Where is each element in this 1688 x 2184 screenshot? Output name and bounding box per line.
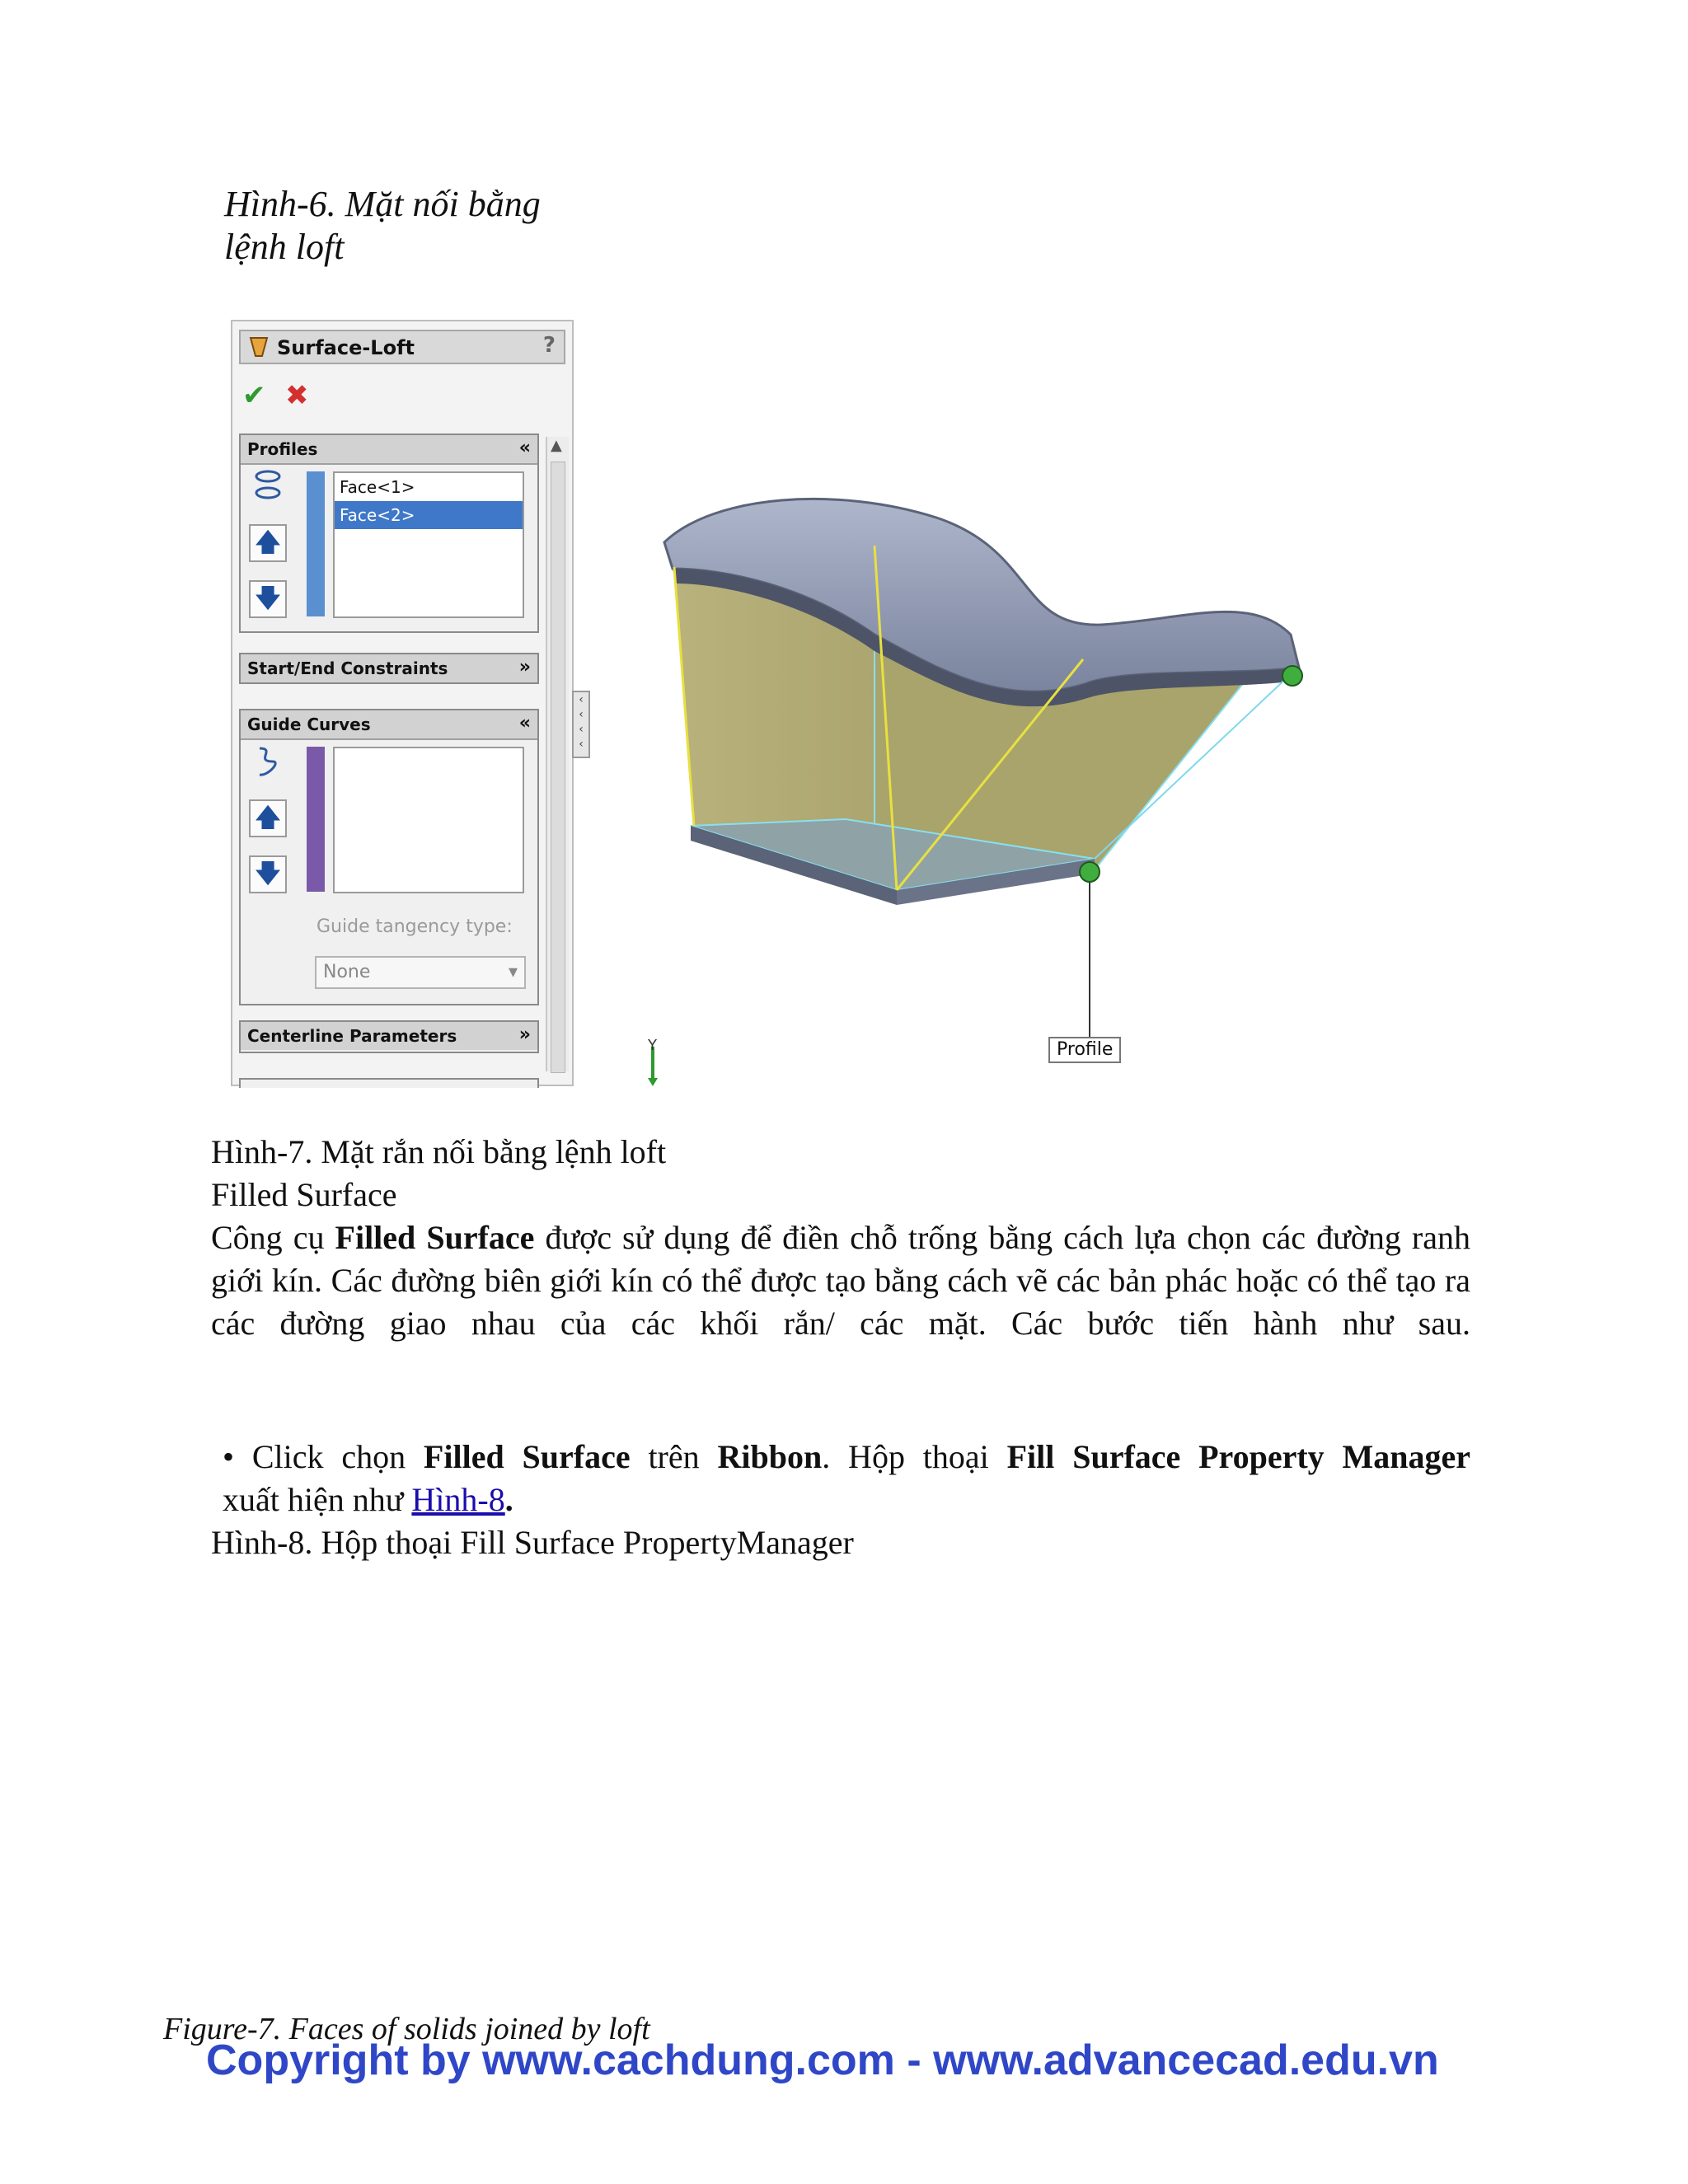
- move-down-arrow-icon[interactable]: 🡇: [249, 580, 287, 618]
- bullet-bold-b: Filled Surface: [423, 1438, 631, 1475]
- profiles-header[interactable]: [241, 435, 537, 465]
- start-end-header[interactable]: [241, 654, 537, 682]
- guide-curve-icon: [249, 743, 287, 781]
- guide-curves-header-label: Guide Curves: [247, 715, 371, 734]
- move-down-arrow-icon[interactable]: 🡇: [249, 855, 287, 893]
- axis-triad-icon: [647, 1037, 658, 1086]
- collapse-chevron-icon[interactable]: «: [518, 713, 531, 733]
- surface-loft-property-manager: [231, 320, 574, 1086]
- bullet-bold-d: Ribbon: [717, 1438, 823, 1475]
- scrollbar-thumb[interactable]: [551, 462, 565, 1073]
- profile-selection-icon: [249, 468, 287, 506]
- guide-tangency-label: Guide tangency type:: [316, 916, 513, 937]
- collapse-chevron-icon[interactable]: «: [518, 438, 531, 458]
- guide-tangency-select[interactable]: [315, 956, 526, 989]
- profile-callout-label: Profile: [1048, 1037, 1121, 1063]
- centerline-header-label: Centerline Parameters: [247, 1026, 457, 1046]
- guide-curves-group: [239, 709, 539, 1005]
- cancel-x-icon[interactable]: ✖: [285, 379, 309, 412]
- profile-handle-bottom: [1080, 862, 1100, 882]
- move-up-arrow-icon[interactable]: 🡅: [249, 799, 287, 837]
- expand-chevron-icon[interactable]: »: [518, 657, 531, 677]
- dropdown-arrow-icon[interactable]: ▾: [508, 962, 518, 982]
- section-title: Filled Surface: [211, 1176, 397, 1213]
- bullet-text-a: Click chọn: [251, 1438, 424, 1475]
- centerline-parameters-group[interactable]: [239, 1020, 539, 1053]
- figure-8-link[interactable]: Hình-8: [411, 1481, 505, 1518]
- panel-collapse-handle[interactable]: ‹ ‹ ‹ ‹: [572, 691, 590, 758]
- guide-tangency-value: None: [323, 962, 371, 982]
- start-end-constraints-group[interactable]: [239, 653, 539, 684]
- intro-paragraph: [211, 1216, 1470, 1345]
- para-rest: được sử dụng để điền chỗ trống bằng cách lựa chọn các đường ranh giới kín. Các đường biên giới kín có thể được tạo bằng cách vẽ các bản phác hoặc có thể tạo ra các đường giao nhau của các khối rắn/ các mặt. Các bước tiến hành như sau.: [211, 1219, 1471, 1342]
- expand-chevron-icon[interactable]: »: [518, 1024, 531, 1045]
- list-item[interactable]: Face<2>: [335, 501, 523, 529]
- next-group-stub: [239, 1078, 539, 1088]
- bullet-marker: •: [223, 1438, 252, 1475]
- copyright-watermark: Copyright by www.cachdung.com - www.advancecad.edu.vn: [206, 2036, 1439, 2084]
- scroll-up-icon[interactable]: ▲: [551, 437, 562, 454]
- bullet-text-e: . Hộp thoại: [822, 1438, 1007, 1475]
- guide-color-bar: [307, 747, 325, 892]
- panel-title: Surface-Loft: [277, 336, 415, 359]
- help-icon[interactable]: ?: [542, 333, 556, 358]
- profile-handle-top: [1282, 666, 1302, 686]
- ok-check-icon[interactable]: ✔: [242, 379, 266, 412]
- bullet-item: [223, 1436, 1470, 1521]
- start-end-header-label: Start/End Constraints: [247, 658, 448, 678]
- figure-7-caption: Hình-7. Mặt rắn nối bằng lệnh loft: [211, 1133, 667, 1170]
- figure-6-caption: [224, 183, 541, 269]
- bullet-bold-f: Fill Surface Property Manager: [1006, 1438, 1470, 1475]
- bullet-period: .: [504, 1481, 513, 1518]
- profiles-color-bar: [307, 471, 325, 616]
- move-up-arrow-icon[interactable]: 🡅: [249, 524, 287, 562]
- figure-6-caption-line1: Hình-6. Mặt nối bằng: [224, 184, 541, 224]
- profiles-header-label: Profiles: [247, 439, 318, 459]
- list-item[interactable]: Face<1>: [340, 477, 415, 497]
- guide-curves-list[interactable]: [333, 747, 524, 893]
- figure-8-caption: Hình-8. Hộp thoại Fill Surface PropertyManager: [211, 1524, 854, 1561]
- loft-icon: [247, 335, 270, 359]
- figure-6-caption-line2: lệnh loft: [224, 227, 345, 267]
- para-lead: Công cụ: [211, 1219, 335, 1256]
- guide-curves-header[interactable]: [241, 710, 537, 740]
- bullet-text-g: xuất hiện như: [223, 1481, 412, 1518]
- profiles-list[interactable]: [333, 471, 524, 618]
- para-bold: Filled Surface: [335, 1219, 535, 1256]
- panel-scrollbar[interactable]: [546, 437, 569, 1071]
- profiles-group: [239, 434, 539, 633]
- bullet-line-2: [223, 1479, 1470, 1521]
- bullet-text-c: trên: [630, 1438, 718, 1475]
- panel-title-bar: [239, 330, 565, 364]
- bullet-line-1: [223, 1436, 1470, 1479]
- figure-7-english-caption: Figure-7. Faces of solids joined by loft: [163, 2012, 650, 2046]
- loft-3d-viewport: [590, 321, 1332, 1088]
- svg-text:Y: Y: [648, 1037, 657, 1054]
- centerline-header[interactable]: [241, 1022, 537, 1050]
